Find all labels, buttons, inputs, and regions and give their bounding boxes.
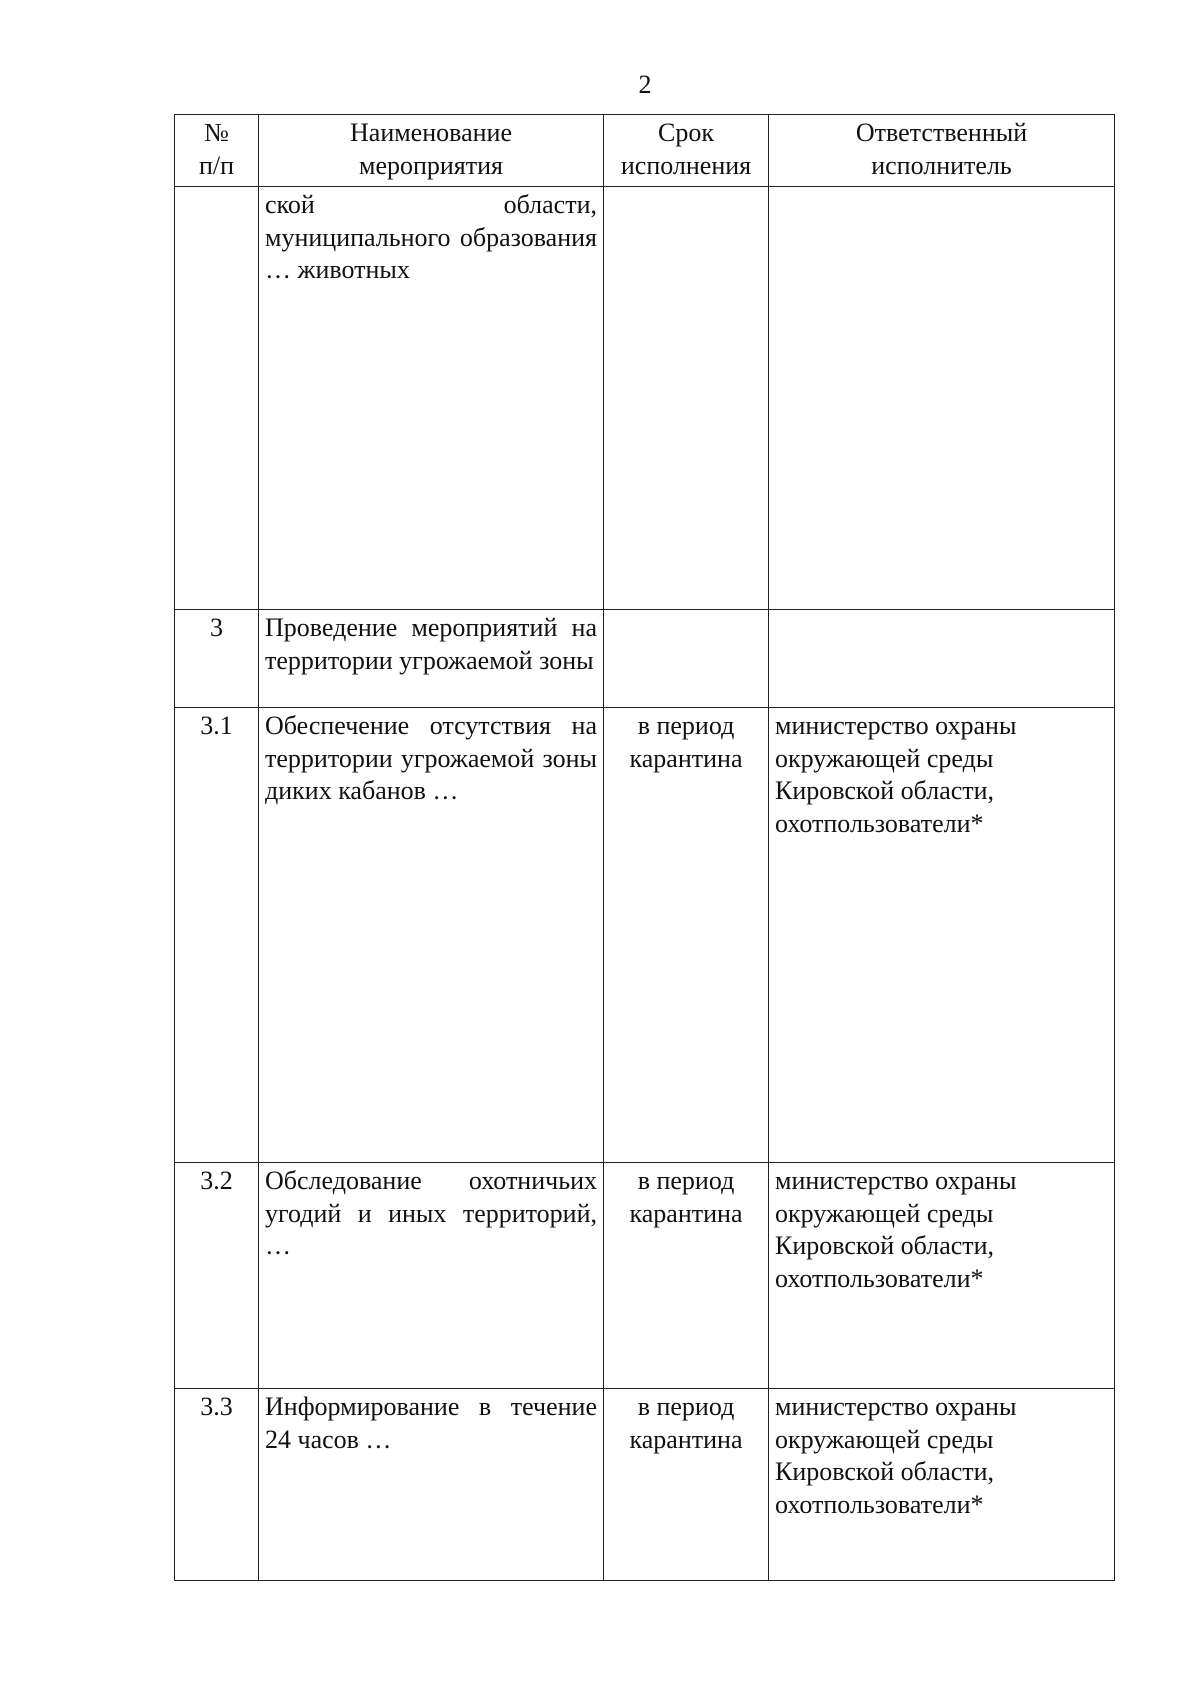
- column-header-name: [259, 115, 604, 187]
- deadline-cell: [604, 610, 769, 708]
- responsible-cell: министерство охраны окружающей среды Кировской области, охотпользователи*: [769, 1163, 1115, 1389]
- activity-name-cell: Проведение мероприятий на территории угрожаемой зоны: [259, 610, 604, 708]
- column-header-number: [175, 115, 259, 187]
- row-number-cell: 3: [175, 610, 259, 708]
- deadline-cell: в период карантина: [604, 708, 769, 1163]
- responsible-cell: министерство охраны окружающей среды Кировской области, охотпользователи*: [769, 708, 1115, 1163]
- activity-table: [174, 114, 1115, 1581]
- responsible-cell: [769, 610, 1115, 708]
- deadline-cell: в период карантина: [604, 1163, 769, 1389]
- table-row: [175, 1389, 1115, 1581]
- column-header-deadline: [604, 115, 769, 187]
- row-number-cell: 3.1: [175, 708, 259, 1163]
- row-number-cell: 3.3: [175, 1389, 259, 1581]
- activity-name-cell: ской области, муниципального образования … животных: [259, 187, 604, 610]
- table-row: [175, 708, 1115, 1163]
- row-number-cell: 3.2: [175, 1163, 259, 1389]
- responsible-cell: [769, 187, 1115, 610]
- table-row: [175, 610, 1115, 708]
- table-row: [175, 1163, 1115, 1389]
- responsible-cell: министерство охраны окружающей среды Кировской области, охотпользователи*: [769, 1389, 1115, 1581]
- table-row: [175, 187, 1115, 610]
- activity-name-cell: Обеспечение отсутствия на территории угрожаемой зоны диких кабанов …: [259, 708, 604, 1163]
- header-deadline-label: Срок исполнения: [620, 118, 752, 180]
- deadline-cell: [604, 187, 769, 610]
- header-number-label: № п/п: [198, 118, 235, 180]
- page-number: 2: [638, 70, 652, 99]
- deadline-cell: в период карантина: [604, 1389, 769, 1581]
- header-responsible-label: Ответственный исполнитель: [855, 118, 1028, 180]
- activity-name-cell: Информирование в течение 24 часов …: [259, 1389, 604, 1581]
- table-header-row: [175, 115, 1115, 187]
- row-number-cell: [175, 187, 259, 610]
- activity-name-cell: Обследование охотничьих угодий и иных территорий, …: [259, 1163, 604, 1389]
- column-header-responsible: [769, 115, 1115, 187]
- header-name-label: Наименование мероприятия: [350, 118, 512, 180]
